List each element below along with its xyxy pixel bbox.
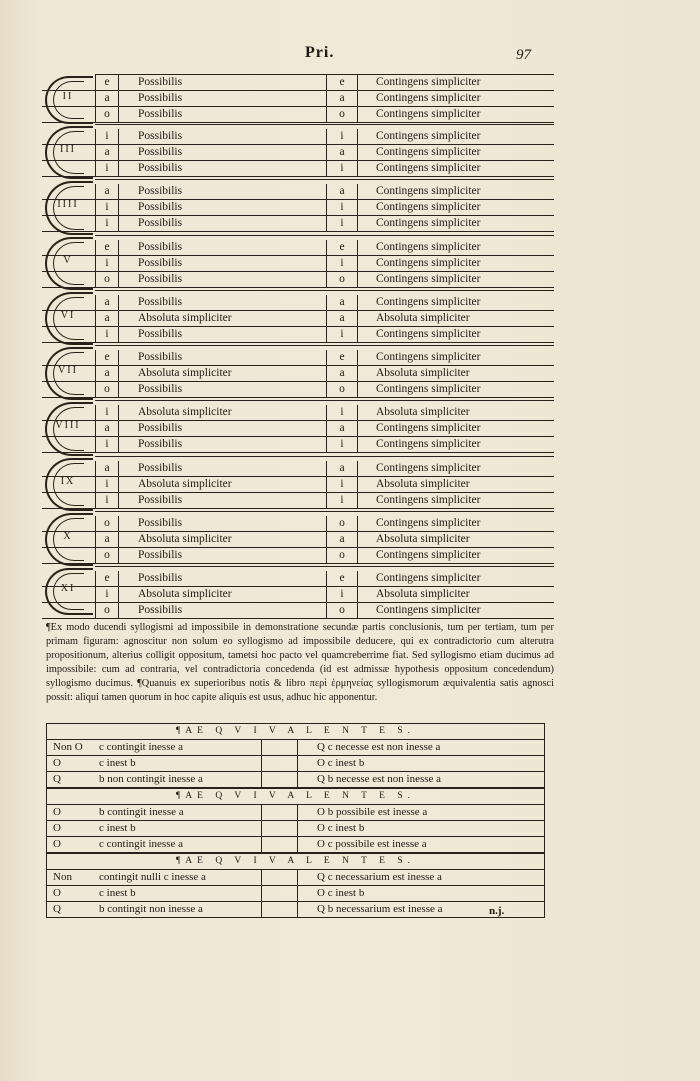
right-proposition (317, 837, 427, 852)
mood-row (42, 256, 554, 272)
left-proposition: Possibilis (138, 241, 183, 253)
column-rule (297, 756, 298, 771)
right-proposition: Contingens simpliciter (376, 185, 481, 197)
left-proposition: Possibilis (138, 351, 183, 363)
equivalents-row (47, 886, 544, 902)
left-letter: i (95, 161, 119, 176)
left-letter: i (95, 256, 119, 271)
left-prefix: O (53, 887, 61, 899)
left-proposition: c contingit inesse a (99, 741, 184, 753)
right-letter: a (326, 295, 358, 310)
right-proposition (317, 772, 441, 787)
figure-numeral: X (63, 530, 73, 542)
mood-row (42, 91, 554, 107)
right-proposition (317, 870, 442, 885)
column-rule (261, 837, 262, 852)
right-proposition: Contingens simpliciter (376, 130, 481, 142)
right-prefix: O (317, 757, 325, 769)
left-letter: o (95, 548, 119, 563)
column-rule (261, 756, 262, 771)
left-proposition: Possibilis (138, 296, 183, 308)
left-letter: o (95, 382, 119, 397)
left-proposition: Possibilis (138, 108, 183, 120)
right-proposition: Contingens simpliciter (376, 217, 481, 229)
left-proposition: Absoluta simpliciter (138, 533, 232, 545)
left-proposition: c inest b (99, 887, 136, 899)
left-proposition: Possibilis (138, 572, 183, 584)
left-proposition: Possibilis (138, 130, 183, 142)
right-prefix: Q (317, 773, 325, 785)
left-letter: a (95, 366, 119, 381)
column-rule (261, 870, 262, 885)
group-divider (95, 400, 554, 401)
mood-group (42, 179, 554, 235)
right-letter: a (326, 532, 358, 547)
left-letter: i (95, 437, 119, 452)
equivalents-row (47, 837, 544, 853)
left-letter: o (95, 603, 119, 618)
right-proposition: Contingens simpliciter (376, 517, 481, 529)
equivalents-row (47, 870, 544, 886)
mood-row (42, 366, 554, 382)
figure-numeral: IX (60, 475, 76, 487)
right-proposition: Contingens simpliciter (376, 328, 481, 340)
left-proposition: Possibilis (138, 92, 183, 104)
left-proposition: Possibilis (138, 422, 183, 434)
right-proposition: Contingens simpliciter (376, 422, 481, 434)
right-letter: o (326, 107, 358, 122)
equivalents-row (47, 902, 544, 918)
mood-table (42, 74, 554, 615)
left-proposition: Absoluta simpliciter (138, 478, 232, 490)
right-prefix: Q (317, 871, 325, 883)
mood-row (42, 350, 554, 366)
group-divider (95, 345, 554, 346)
left-letter: i (95, 200, 119, 215)
right-proposition: Absoluta simpliciter (376, 312, 470, 324)
right-letter: e (326, 240, 358, 255)
figure-numeral: VIII (55, 420, 81, 431)
right-text: c possibile est inesse a (327, 838, 427, 850)
mood-row (42, 240, 554, 256)
left-prefix: Non (53, 871, 72, 883)
left-letter: a (95, 184, 119, 199)
right-proposition (317, 821, 364, 836)
right-proposition (317, 740, 440, 755)
right-proposition: Contingens simpliciter (376, 438, 481, 450)
column-rule (261, 740, 262, 755)
mood-row (42, 587, 554, 603)
left-letter: e (95, 350, 119, 365)
mood-group (42, 400, 554, 456)
left-proposition: Possibilis (138, 146, 183, 158)
mood-row (42, 461, 554, 477)
left-proposition: b contingit inesse a (99, 806, 184, 818)
left-proposition: Possibilis (138, 217, 183, 229)
right-proposition: Contingens simpliciter (376, 351, 481, 363)
left-letter: a (95, 421, 119, 436)
mood-group (42, 74, 554, 124)
equivalents-heading: ¶AE Q V I V A L E N T E S. (47, 788, 544, 805)
right-letter: a (326, 366, 358, 381)
right-text: c inest b (327, 757, 365, 769)
right-proposition (317, 886, 364, 901)
figure-numeral: XI (60, 582, 76, 594)
left-proposition: Possibilis (138, 494, 183, 506)
right-prefix: Q (317, 741, 325, 753)
left-letter: i (95, 216, 119, 231)
mood-row (42, 216, 554, 232)
body-paragraph: ¶Ex modo ducendi syllogismi ad impossibile in demonstratione secundæ partis conclusionis, tum per tertiam, tum per primam figuram: agnoscitur non solum eo syllogismo ad impossibile deducere, qui ex contradictorio cum alterutra propositionum, alterius colligit oppositum, tametsi hoc pacto vel quamcreberrime fiat. Sed syllogismo etiam ducimus ad impossibile: cum ad contraria, vel contradictoria concedenda (id est admissæ hypothesis oppositum concedendum) syllogismo ducimus. ¶Quanuis ex superioribus notis & libro περὶ ἑρμηνείας syllogismorum æquivalentia satis agnosci possit: aliqui tamen quorum in hoc capite aliquis est usus, adhuc hic apponentur. (46, 622, 554, 703)
right-proposition: Contingens simpliciter (376, 604, 481, 616)
right-prefix: O (317, 887, 325, 899)
mood-row (42, 516, 554, 532)
left-letter: i (95, 493, 119, 508)
figure-numeral: IIII (57, 199, 79, 210)
left-prefix: O (53, 757, 61, 769)
left-proposition: Possibilis (138, 517, 183, 529)
left-letter: e (95, 75, 119, 90)
left-proposition: c contingit inesse a (99, 838, 184, 850)
right-proposition: Contingens simpliciter (376, 494, 481, 506)
equivalents-heading: ¶AE Q V I V A L E N T E S. (47, 853, 544, 870)
equivalents-row (47, 772, 544, 788)
left-proposition: Possibilis (138, 162, 183, 174)
left-proposition: Possibilis (138, 328, 183, 340)
right-letter: e (326, 75, 358, 90)
equivalents-table (46, 723, 545, 918)
right-letter: i (326, 161, 358, 176)
right-prefix: O (317, 822, 325, 834)
mood-row (42, 603, 554, 619)
page-number: 97 (516, 47, 531, 63)
mood-row (42, 75, 554, 91)
left-letter: o (95, 516, 119, 531)
right-letter: i (326, 200, 358, 215)
right-proposition (317, 756, 364, 771)
left-letter: a (95, 461, 119, 476)
mood-row (42, 145, 554, 161)
mood-group (42, 235, 554, 290)
right-proposition: Contingens simpliciter (376, 572, 481, 584)
equivalents-row (47, 756, 544, 772)
mood-row (42, 477, 554, 493)
left-proposition: Possibilis (138, 604, 183, 616)
column-rule (297, 870, 298, 885)
left-proposition: Possibilis (138, 438, 183, 450)
right-proposition: Contingens simpliciter (376, 162, 481, 174)
column-rule (261, 821, 262, 836)
right-text: b necesse est non inesse a (327, 773, 442, 785)
left-proposition: c inest b (99, 822, 136, 834)
right-proposition: Contingens simpliciter (376, 241, 481, 253)
mood-row (42, 532, 554, 548)
left-prefix: O (53, 822, 61, 834)
right-text: c inest b (327, 822, 365, 834)
right-letter: e (326, 350, 358, 365)
left-prefix: Q (53, 903, 61, 915)
mood-group (42, 124, 554, 179)
mood-row (42, 295, 554, 311)
column-rule (261, 886, 262, 901)
left-letter: a (95, 295, 119, 310)
right-text: c necessarium est inesse a (327, 871, 442, 883)
left-letter: i (95, 327, 119, 342)
left-proposition: Possibilis (138, 462, 183, 474)
left-proposition: Absoluta simpliciter (138, 406, 232, 418)
column-rule (297, 837, 298, 852)
right-letter: i (326, 437, 358, 452)
mood-row (42, 571, 554, 587)
mood-row (42, 272, 554, 288)
right-letter: o (326, 516, 358, 531)
right-proposition: Absoluta simpliciter (376, 406, 470, 418)
left-letter: a (95, 145, 119, 160)
left-letter: e (95, 240, 119, 255)
right-letter: i (326, 256, 358, 271)
mood-row (42, 311, 554, 327)
left-prefix: Q (53, 773, 61, 785)
right-proposition: Absoluta simpliciter (376, 478, 470, 490)
right-letter: i (326, 327, 358, 342)
mood-group (42, 566, 554, 615)
group-divider (95, 511, 554, 512)
left-letter: i (95, 405, 119, 420)
right-proposition: Contingens simpliciter (376, 383, 481, 395)
right-letter: a (326, 91, 358, 106)
group-divider (95, 456, 554, 457)
equivalents-row (47, 821, 544, 837)
left-prefix: O (53, 838, 61, 850)
mood-row (42, 405, 554, 421)
column-rule (297, 740, 298, 755)
right-letter: a (326, 421, 358, 436)
right-proposition (317, 902, 443, 917)
left-letter: i (95, 129, 119, 144)
right-proposition: Absoluta simpliciter (376, 588, 470, 600)
mood-row (42, 327, 554, 343)
page-title: Pri. (305, 44, 335, 61)
mood-row (42, 421, 554, 437)
equivalents-heading: ¶AE Q V I V A L E N T E S. (47, 723, 544, 740)
right-proposition: Contingens simpliciter (376, 146, 481, 158)
right-letter: o (326, 382, 358, 397)
right-letter: i (326, 493, 358, 508)
group-divider (95, 290, 554, 291)
mood-row (42, 382, 554, 398)
left-proposition: b non contingit inesse a (99, 773, 203, 785)
left-letter: a (95, 91, 119, 106)
right-letter: i (326, 129, 358, 144)
right-proposition: Contingens simpliciter (376, 257, 481, 269)
right-letter: o (326, 603, 358, 618)
figure-numeral: II (62, 91, 74, 102)
group-divider (95, 566, 554, 567)
mood-row (42, 184, 554, 200)
mood-row (42, 129, 554, 145)
right-letter: a (326, 184, 358, 199)
right-proposition: Absoluta simpliciter (376, 367, 470, 379)
right-proposition: Contingens simpliciter (376, 273, 481, 285)
right-proposition: Contingens simpliciter (376, 92, 481, 104)
mood-row (42, 200, 554, 216)
column-rule (297, 886, 298, 901)
equivalents-row (47, 805, 544, 821)
left-proposition: Possibilis (138, 201, 183, 213)
mood-row (42, 107, 554, 123)
column-rule (297, 902, 298, 917)
left-letter: a (95, 311, 119, 326)
right-text: b possibile est inesse a (327, 806, 428, 818)
right-text: c necesse est non inesse a (327, 741, 441, 753)
right-prefix: O (317, 806, 325, 818)
group-divider (95, 235, 554, 236)
right-proposition: Contingens simpliciter (376, 201, 481, 213)
mood-group (42, 456, 554, 511)
mood-row (42, 493, 554, 509)
left-letter: o (95, 272, 119, 287)
column-rule (261, 805, 262, 820)
left-proposition: Possibilis (138, 76, 183, 88)
right-proposition: Absoluta simpliciter (376, 533, 470, 545)
mood-group (42, 511, 554, 566)
right-prefix: Q (317, 903, 325, 915)
right-letter: o (326, 272, 358, 287)
left-proposition: b contingit non inesse a (99, 903, 203, 915)
left-letter: e (95, 571, 119, 586)
mood-row (42, 437, 554, 453)
right-prefix: O (317, 838, 325, 850)
right-proposition: Contingens simpliciter (376, 462, 481, 474)
group-divider (95, 179, 554, 180)
right-proposition: Contingens simpliciter (376, 108, 481, 120)
right-text: c inest b (327, 887, 365, 899)
equivalents-row (47, 740, 544, 756)
left-proposition: contingit nulli c inesse a (99, 871, 206, 883)
mood-row (42, 161, 554, 177)
signature-mark: n.j. (489, 905, 505, 917)
figure-numeral: III (60, 143, 76, 155)
column-rule (297, 805, 298, 820)
left-prefix: O (53, 806, 61, 818)
left-proposition: Possibilis (138, 549, 183, 561)
right-letter: o (326, 548, 358, 563)
left-proposition: Absoluta simpliciter (138, 588, 232, 600)
left-proposition: Possibilis (138, 185, 183, 197)
figure-numeral: V (63, 254, 73, 266)
right-proposition: Contingens simpliciter (376, 76, 481, 88)
left-prefix: Non O (53, 741, 83, 753)
left-proposition: Absoluta simpliciter (138, 367, 232, 379)
right-proposition: Contingens simpliciter (376, 549, 481, 561)
figure-numeral: VI (60, 309, 76, 321)
left-proposition: Absoluta simpliciter (138, 312, 232, 324)
right-letter: i (326, 477, 358, 492)
column-rule (297, 821, 298, 836)
right-letter: i (326, 216, 358, 231)
column-rule (261, 902, 262, 917)
left-letter: o (95, 107, 119, 122)
left-proposition: Possibilis (138, 257, 183, 269)
column-rule (261, 772, 262, 787)
left-proposition: c inest b (99, 757, 136, 769)
left-proposition: Possibilis (138, 273, 183, 285)
right-letter: a (326, 461, 358, 476)
right-letter: a (326, 145, 358, 160)
right-letter: e (326, 571, 358, 586)
mood-row (42, 548, 554, 564)
left-proposition: Possibilis (138, 383, 183, 395)
group-divider (95, 124, 554, 125)
right-text: b necessarium est inesse a (327, 903, 443, 915)
right-proposition: Contingens simpliciter (376, 296, 481, 308)
column-rule (297, 772, 298, 787)
right-letter: i (326, 587, 358, 602)
figure-numeral: VII (58, 364, 78, 376)
left-letter: i (95, 587, 119, 602)
right-proposition (317, 805, 427, 820)
right-letter: i (326, 405, 358, 420)
mood-group (42, 290, 554, 345)
left-letter: a (95, 532, 119, 547)
mood-group (42, 345, 554, 400)
left-letter: i (95, 477, 119, 492)
right-letter: a (326, 311, 358, 326)
